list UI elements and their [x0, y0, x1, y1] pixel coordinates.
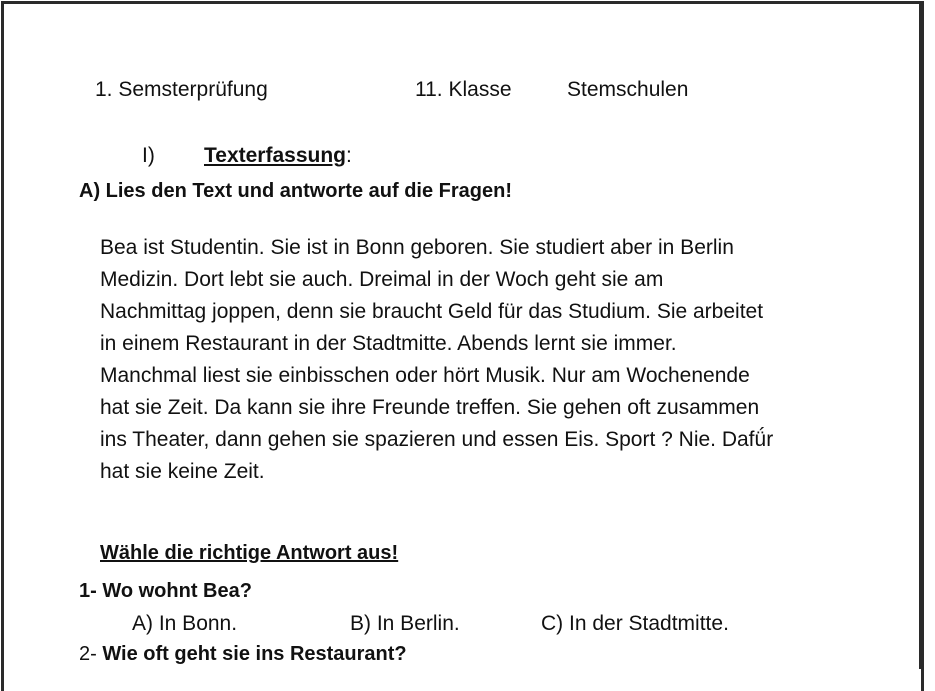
question-2-text: Wie oft geht sie ins Restaurant? — [102, 643, 407, 665]
reading-line: in einem Restaurant in der Stadtmitte. Abends lernt sie immer. — [100, 332, 677, 355]
question-2 — [79, 643, 407, 666]
reading-passage — [100, 232, 860, 488]
reading-line: hat sie Zeit. Da kann sie ihre Freunde treffen. Sie gehen oft zusammen — [100, 396, 760, 419]
reading-line: ins Theater, dann gehen sie spazieren und essen Eis. Sport ? Nie. Dafǘr — [100, 428, 774, 451]
exam-title: 1. Semsterprüfung — [95, 78, 268, 101]
reading-line: Manchmal liest sie einbisschen oder hört Musik. Nur am Wochenende — [100, 364, 750, 387]
class-label: 11. Klasse — [415, 78, 512, 101]
question-1: 1- Wo wohnt Bea? — [79, 580, 252, 602]
section-heading — [142, 144, 352, 168]
reading-line: Medizin. Dort lebt sie auch. Dreimal in der Woch geht sie am — [100, 268, 664, 291]
school-name: Stemschulen — [567, 78, 689, 101]
task-instruction: A) Lies den Text und antworte auf die Fragen! — [79, 180, 512, 202]
reading-line: hat sie keine Zeit. — [100, 460, 265, 483]
reading-line: Nachmittag joppen, denn sie braucht Geld für das Studium. Sie arbeitet — [100, 300, 764, 323]
option-b[interactable]: B) In Berlin. — [350, 612, 460, 635]
reading-line: Bea ist Studentin. Sie ist in Bonn geboren. Sie studiert aber in Berlin — [100, 236, 734, 259]
choose-answer-heading: Wähle die richtige Antwort aus! — [100, 542, 399, 564]
section-colon: : — [346, 144, 352, 167]
section-title: Texterfassung — [204, 144, 346, 167]
option-c[interactable]: C) In der Stadtmitte. — [541, 612, 729, 635]
question-1-options — [0, 612, 935, 638]
exam-header — [0, 78, 935, 104]
option-a[interactable]: A) In Bonn. — [132, 612, 238, 635]
question-2-number: 2- — [79, 643, 103, 665]
section-number: I) — [142, 144, 155, 167]
